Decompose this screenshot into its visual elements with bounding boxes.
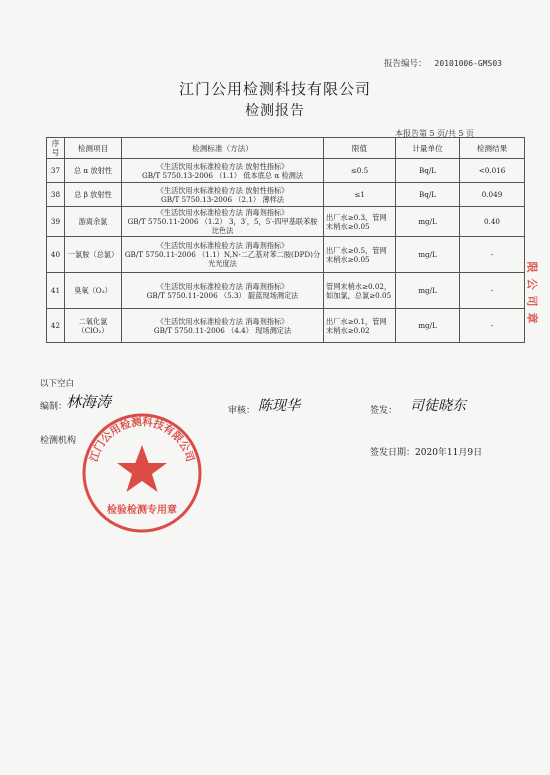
compiled-label: 编制： (40, 402, 68, 412)
standard-method: GB/T 5750.13-2006 （1.1） 低本底总 α 检测法 (141, 170, 304, 180)
issue-signature: 司徒晓东 (410, 398, 466, 414)
company-name: 江门公用检测科技有限公司 (178, 80, 371, 98)
cell-limit: ≤1 (324, 183, 396, 207)
standard-method: GB/T 5750.11-2006 （1.1）N,N-二乙基对苯二胺(DPD)分光光度法 (124, 250, 321, 268)
standard-title: 《生活饮用水标准检验方法 消毒剂指标》 (156, 241, 289, 250)
cell-limit: 出厂水≥0.1，管网末梢水≥0.02 (324, 309, 396, 343)
cell-standard (122, 237, 324, 273)
seam-stamp-text (523, 262, 541, 330)
col-header-item: 检测项目 (65, 138, 122, 159)
issue-date: 2020年11月9日 (415, 448, 483, 458)
blank-note: 以下空白 (40, 379, 75, 389)
cell-unit: mg/L (396, 207, 460, 237)
stamp-company-arc: 江门公用检测科技有限公司 (88, 416, 196, 464)
cell-result: <0.016 (460, 159, 525, 183)
standard-title: 《生活饮用水标准检验方法 消毒剂指标》 (156, 316, 289, 326)
cell-no: 37 (47, 159, 65, 183)
cell-no: 41 (47, 273, 65, 309)
col-header-unit: 计量单位 (396, 138, 460, 159)
report-number (384, 57, 502, 69)
cell-result: - (460, 237, 525, 273)
cell-unit: mg/L (396, 309, 460, 343)
cell-standard (122, 183, 324, 207)
report-number-value: 20101006-GMS03 (434, 59, 502, 68)
col-header-result: 检测结果 (460, 138, 525, 159)
table-row (47, 309, 525, 343)
star-icon (117, 445, 167, 492)
cell-unit: mg/L (396, 237, 460, 273)
cell-item: 二氧化氯（ClO₂） (65, 309, 122, 343)
cell-standard (122, 309, 324, 343)
org-label: 检测机构 (40, 436, 77, 446)
col-header-no: 序号 (47, 138, 65, 159)
seam-stamp (523, 262, 541, 330)
cell-standard (122, 273, 324, 309)
cell-unit: Bq/L (396, 183, 460, 207)
standard-method: GB/T 5750.11-2006 （1.2） 3，3′，5，5′-四甲基联苯胺比色法 (127, 217, 318, 235)
review-label: 审核： (228, 406, 256, 416)
standard-title: 《生活饮用水标准检验方法 消毒剂指标》 (156, 208, 289, 217)
standard-title: 《生活饮用水标准检验方法 放射性指标》 (156, 161, 289, 171)
page-info: 本报告第 5 页/共 5 页 (395, 129, 475, 138)
cell-standard (122, 207, 324, 237)
cell-limit: ≤0.5 (324, 159, 396, 183)
stamp-bottom-text: 检验检测专用章 (107, 505, 177, 516)
cell-standard (122, 159, 324, 183)
cell-item: 总 β 放射性 (65, 183, 122, 207)
cell-result: - (460, 273, 525, 309)
standard-method: GB/T 5750.11-2006 （5.3） 靛蓝现场测定法 (146, 290, 299, 300)
seam-stamp-char: 章 (525, 312, 539, 324)
col-header-standard: 检测标准（方法） (122, 138, 324, 159)
cell-unit: Bq/L (396, 159, 460, 183)
cell-no: 39 (47, 207, 65, 237)
cell-item: 游离余氯 (65, 207, 122, 237)
cell-item: 臭氧（O₃） (65, 273, 122, 309)
cell-no: 40 (47, 237, 65, 273)
standard-method: GB/T 5750.11-2006 （4.4） 现场测定法 (153, 325, 292, 335)
results-table (46, 137, 525, 343)
cell-result: 0.40 (460, 207, 525, 237)
seam-stamp-char: 司 (525, 295, 539, 307)
cell-item: 一氯胺（总氯） (65, 237, 122, 273)
cell-result: 0.049 (460, 183, 525, 207)
table-row (47, 183, 525, 207)
document-title: 检测报告 (245, 103, 305, 119)
cell-no: 38 (47, 183, 65, 207)
issue-label: 签发： (370, 406, 398, 416)
table-row (47, 159, 525, 183)
cell-item: 总 α 放射性 (65, 159, 122, 183)
seam-stamp-char: 公 (525, 278, 539, 290)
table-row (47, 237, 525, 273)
table-row (47, 273, 525, 309)
review-signature: 陈现华 (258, 398, 300, 414)
table-header-row (47, 138, 525, 159)
seam-stamp-char: 限 (525, 261, 539, 273)
report-number-label: 报告编号： (384, 59, 427, 69)
official-stamp (78, 409, 206, 537)
standard-title: 《生活饮用水标准检验方法 放射性指标》 (156, 185, 289, 195)
cell-limit: 出厂水≥0.3，管网末梢水≥0.05 (324, 207, 396, 237)
cell-unit: mg/L (396, 273, 460, 309)
compiled-signature: 林海涛 (66, 393, 112, 411)
cell-limit: 出厂水≥0.5，管网末梢水≥0.05 (324, 237, 396, 273)
standard-method: GB/T 5750.13-2006 （2.1） 薄样法 (161, 194, 284, 204)
cell-result: - (460, 309, 525, 343)
issue-date-label: 签发日期：2020年11月9日 (370, 448, 483, 458)
cell-limit: 管网末梢水≥0.02，如加氯，总氯≥0.05 (324, 273, 396, 309)
table-row (47, 207, 525, 237)
col-header-limit: 限值 (324, 138, 396, 159)
standard-title: 《生活饮用水标准检验方法 消毒剂指标》 (156, 281, 289, 291)
cell-no: 42 (47, 309, 65, 343)
